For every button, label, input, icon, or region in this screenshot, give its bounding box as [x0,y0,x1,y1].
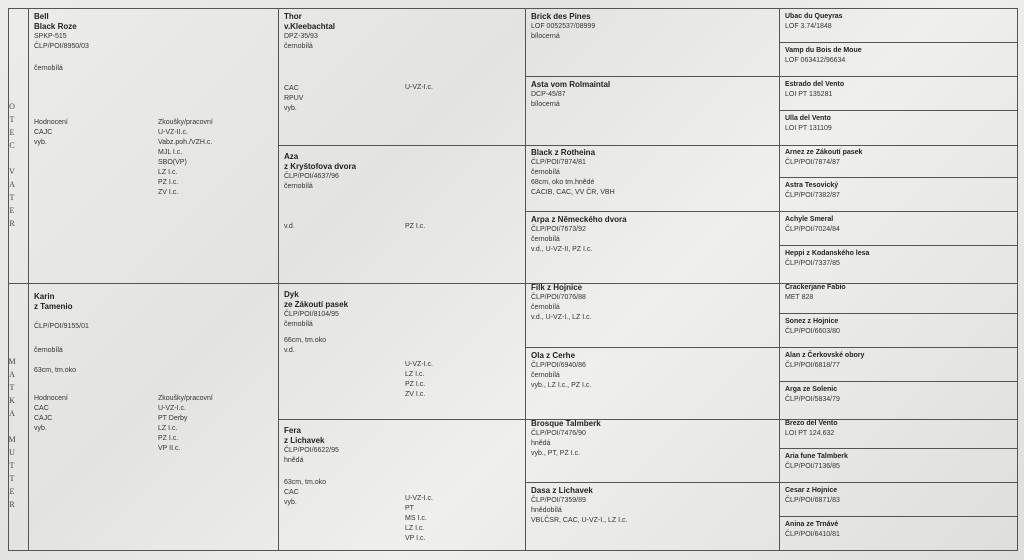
side-letter: A [9,409,15,418]
g4-line: ČLP/POI/6818/77 [785,362,840,369]
g2-1-name-2: z Kryštofova dvora [284,162,357,171]
dam-extra: 63cm, tm.oko [34,367,77,374]
g4-line: LOI PT 124.632 [785,430,835,437]
dam-color: černobílá [34,347,63,354]
g4-line: LOF 3.74/1848 [785,23,832,30]
g2-2-color: černobílá [284,321,313,328]
g2-3-right [405,494,515,544]
g3-divider [525,211,779,212]
g2-2-name-2: ze Zákoutí pasek [284,300,349,309]
side-letter: E [9,128,15,137]
sire-exh-2: vyb. [34,139,47,146]
g2-0-left-2: RPUV [284,95,304,102]
side-letter: C [9,141,15,150]
g3-line: ČLP/POI/6940/86 [531,362,586,369]
dam-work-3: LZ I.c. [158,425,178,432]
g3-cell [531,80,776,110]
g2-0-right [405,83,515,93]
g2-3-right-3: MS I.c. [405,515,427,522]
father-side-label [5,100,19,230]
g3-cell [531,419,776,459]
dam-reg: ČLP/POI/9155/01 [34,323,89,330]
g4-cell [785,283,1013,303]
g2-1-right [405,222,515,232]
border-bottom [8,550,1018,551]
side-letter: R [9,219,15,228]
g4-name: Vamp du Bois de Moue [785,47,862,54]
g2-0-right-1: U-VZ-I.c. [405,84,433,91]
g3-line: hnědobílá [531,507,562,514]
dam-name-1: Karin [34,292,55,301]
g2-3-name-2: z Lichavek [284,436,325,445]
sire-work-4: SBO(VP) [158,159,187,166]
g3-line: LOF 0052537/08999 [531,23,596,30]
g4-divider [779,211,1017,212]
col-divider-2 [525,8,526,550]
dam-work-4: PZ I.c. [158,435,179,442]
g2-3-extra: 63cm, tm.oko [284,479,327,486]
g2-3-left-1: CAC [284,489,299,496]
g4-line: ČLP/POI/7382/87 [785,192,840,199]
g4-divider [779,381,1017,382]
side-letter: T [9,461,15,470]
sire-color: černobílá [34,65,63,72]
g3-cell [531,351,776,391]
g3-line: v.d., U-VZ-II, PZ I.c. [531,246,593,253]
g4-name: Cesar z Hojnice [785,487,838,494]
g2-2-right-4: ZV I.c. [405,391,426,398]
g3-line: DCP-45/87 [531,91,566,98]
dam-exhibitions [34,394,144,434]
side-letter: K [9,396,15,405]
g3-name: Filk z Hojnice [531,283,583,292]
g2-3-right-2: PT [405,505,414,512]
g2-0-reg: DPZ-35/93 [284,33,318,40]
dam-work-2: PT Derby [158,415,188,422]
g3-line: ČLP/POI/7476/90 [531,430,586,437]
g4-cell [785,385,1013,405]
col-divider-1 [278,8,279,550]
g2-2-left-1: v.d. [284,347,295,354]
g4-line: ČLP/POI/7337/85 [785,260,840,267]
side-letter: V [9,167,15,176]
side-letter [5,152,19,165]
g3-line: vyb., LZ I.c., PZ I.c. [531,382,592,389]
dam-work-5: VP II.c. [158,445,181,452]
g2-2-right-3: PZ I.c. [405,381,426,388]
g4-line: ČLP/POI/6603/80 [785,328,840,335]
g4-name: Ulla del Vento [785,115,831,122]
g4-cell [785,148,1013,168]
g4-divider [779,516,1017,517]
g3-line: v.d., U-VZ-I., LZ I.c. [531,314,592,321]
g2-3-left-2: vyb. [284,499,297,506]
g3-cell [531,12,776,42]
g4-line: ČLP/POI/5834/79 [785,396,840,403]
sire-name-1: Bell [34,12,49,21]
row-divider-q1 [278,145,1018,146]
g2-1-name-1: Aza [284,152,299,161]
g3-line: ČLP/POI/7359/89 [531,497,586,504]
side-divider [28,8,29,550]
g4-name: Sonez z Hojnice [785,318,839,325]
g2-3-name-1: Fera [284,426,301,435]
sire-work [158,118,273,198]
g3-line: 68cm, oko tm.hnědé [531,179,595,186]
sire-exh-heading: Hodnocení [34,119,68,126]
g3-name: Brick des Pines [531,12,591,21]
side-letter: T [9,193,15,202]
dam-cell [34,292,274,376]
g2-1-right-1: PZ I.c. [405,223,426,230]
g3-line: CACIB, CAC, VV ČR, VBH [531,189,615,196]
g2-2-name-1: Dyk [284,290,299,299]
g2-2-right-2: LZ I.c. [405,371,425,378]
g3-cell [531,486,776,526]
mother-side-label [5,355,19,511]
side-letter: T [9,115,15,124]
g4-divider [779,347,1017,348]
side-letter: T [9,383,15,392]
sire-reg-1: SPKP-515 [34,33,67,40]
g3-name: Brosque Talmberk [531,419,601,428]
g4-cell [785,181,1013,201]
g4-name: Achyle Smeral [785,216,834,223]
g4-divider [779,245,1017,246]
g4-cell [785,46,1013,66]
g3-line: bílocerná [531,33,560,40]
g4-cell [785,486,1013,506]
g3-name: Asta vom Rolmaintal [531,80,611,89]
g4-cell [785,351,1013,371]
g4-name: Arnez ze Zákoutí pasek [785,149,863,156]
g4-name: Alan z Čerkovské obory [785,352,865,359]
sire-exh-1: CAJC [34,129,53,136]
g3-line: vyb., PT, PZ I.c. [531,450,581,457]
g3-cell [531,148,776,198]
g4-line: ČLP/POI/7024/84 [785,226,840,233]
g3-line: černobílá [531,236,560,243]
g4-name: Brezo del Vento [785,420,838,427]
g4-cell [785,520,1013,540]
border-top [8,8,1018,9]
g4-name: Crackerjane Fabio [785,284,846,291]
g2-0-color: černobílá [284,43,313,50]
sire-work-7: ZV I.c. [158,189,179,196]
border-right [1017,8,1018,550]
g4-cell [785,80,1013,100]
g4-line: ČLP/POI/7874/87 [785,159,840,166]
g4-name: Anina ze Trnávé [785,521,839,528]
side-letter [5,420,19,433]
g2-1-left-1: v.d. [284,223,295,230]
g2-cell-1 [284,152,399,232]
g2-0-left-1: CAC [284,85,299,92]
g4-divider [779,313,1017,314]
side-letter: A [9,180,15,189]
sire-reg-2: ČLP/POI/8950/03 [34,43,89,50]
g3-line: černobílá [531,169,560,176]
g4-cell [785,419,1013,439]
side-letter: R [9,500,15,509]
g4-cell [785,114,1013,134]
g2-cell-0 [284,12,399,114]
g4-name: Aria fune Talmberk [785,453,848,460]
g4-name: Heppi z Kodanského lesa [785,250,870,257]
g4-name: Estrado del Vento [785,81,845,88]
g3-line: ČLP/POI/7076/88 [531,294,586,301]
g3-name: Black z Rotheina [531,148,596,157]
g4-cell [785,317,1013,337]
side-letter: M [8,435,16,444]
g4-divider [779,177,1017,178]
g3-line: černobílá [531,372,560,379]
g2-1-reg: ČLP/POI/4637/96 [284,173,339,180]
dam-work-1: U-VZ-I.c. [158,405,186,412]
g3-cell [531,215,776,255]
g4-line: LOI PT 131109 [785,125,832,132]
g3-line: ČLP/POI/7874/81 [531,159,586,166]
g4-divider [779,482,1017,483]
dam-exh-heading: Hodnocení [34,395,68,402]
g3-line: ČLP/POI/7673/92 [531,226,586,233]
side-letter: A [9,370,15,379]
dam-work [158,394,273,454]
g3-divider [525,347,779,348]
sire-exhibitions [34,118,144,148]
g4-cell [785,215,1013,235]
g2-1-color: černobílá [284,183,313,190]
g4-line: ČLP/POI/7136/85 [785,463,840,470]
g4-cell [785,249,1013,269]
col-divider-3 [779,8,780,550]
g3-line: VBLČSR, CAC, U-VZ-I., LZ I.c. [531,517,628,524]
g2-0-name-2: v.Kleebachtal [284,22,335,31]
g2-cell-2 [284,290,399,356]
sire-work-1: U-VZ-II.c. [158,129,188,136]
dam-exh-2: CAJC [34,415,53,422]
g3-name: Dasa z Lichavek [531,486,593,495]
g4-cell [785,12,1013,32]
side-letter: E [9,206,15,215]
sire-work-5: LZ I.c. [158,169,178,176]
g2-3-color: hnědá [284,457,304,464]
g4-cell [785,452,1013,472]
g3-line: bílocerná [531,101,560,108]
g3-name: Ola z Cerhe [531,351,576,360]
g2-2-right-1: U-VZ-I.c. [405,361,433,368]
g3-cell [531,283,776,323]
g4-name: Ubac du Queyras [785,13,843,20]
g2-0-left-3: vyb. [284,105,297,112]
g2-cell-3 [284,426,399,508]
side-letter: E [9,487,15,496]
g2-3-right-1: U-VZ-I.c. [405,495,433,502]
g4-line: ČLP/POI/6410/81 [785,531,840,538]
g2-3-reg: ČLP/POI/6622/95 [284,447,339,454]
sire-work-heading: Zkoušky/pracovní [158,119,213,126]
g4-divider [779,110,1017,111]
g4-line: ČLP/POI/6871/83 [785,497,840,504]
g4-divider [779,42,1017,43]
g4-divider [779,76,1017,77]
sire-cell [34,12,274,74]
g2-3-right-5: VP I.c. [405,535,426,542]
g4-divider [779,448,1017,449]
g3-divider [525,482,779,483]
dam-name-2: z Tamenio [34,302,73,311]
g2-2-reg: ČLP/POI/8104/95 [284,311,339,318]
side-letter: O [9,102,15,111]
g2-3-right-4: LZ I.c. [405,525,425,532]
g3-line: černobílá [531,304,560,311]
g4-name: Astra Tesovický [785,182,839,189]
side-letter: U [9,448,15,457]
side-letter: T [9,474,15,483]
g2-0-name-1: Thor [284,12,302,21]
side-letter: M [8,357,16,366]
dam-exh-1: CAC [34,405,49,412]
g4-line: MET 828 [785,294,814,301]
sire-work-3: MJL I.c. [158,149,183,156]
sire-work-6: PZ I.c. [158,179,179,186]
g4-line: LOF 063412/96634 [785,57,846,64]
dam-exh-3: vyb. [34,425,47,432]
g4-line: LOI PT 135281 [785,91,833,98]
sire-name-2: Black Roze [34,22,77,31]
g3-line: hnědá [531,440,551,447]
g3-name: Arpa z Německého dvora [531,215,627,224]
dam-work-heading: Zkoušky/pracovní [158,395,213,402]
g2-2-right [405,360,515,400]
g2-2-extra: 66cm, tm.oko [284,337,327,344]
sire-work-2: Vabz.poh./VZH.c. [158,139,213,146]
g3-divider [525,76,779,77]
g4-name: Arga ze Solenic [785,386,838,393]
